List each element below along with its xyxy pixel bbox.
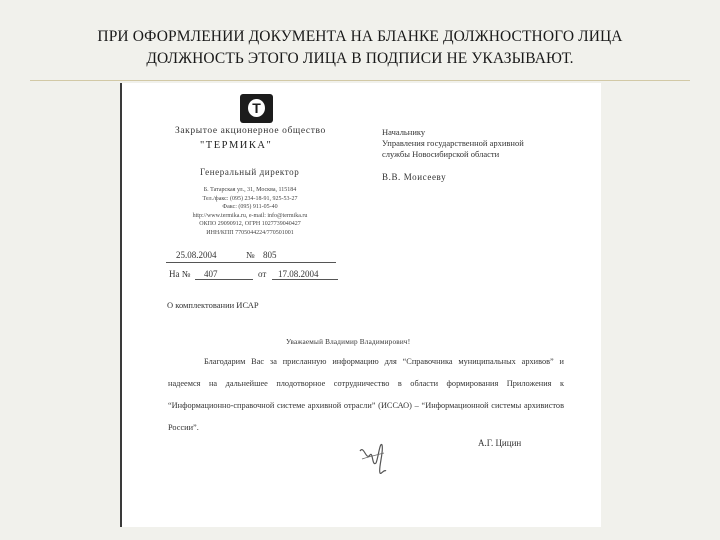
reference-date: 17.08.2004 xyxy=(272,269,338,280)
org-name: "ТЕРМИКА" xyxy=(200,140,273,151)
recipient-line: Начальнику xyxy=(382,127,426,137)
company-requisites xyxy=(170,186,330,238)
requisite-line: ИНН/КПП 7705044224/770501001 xyxy=(206,229,294,236)
slide-title-line-2: ДОЛЖНОСТЬ ЭТОГО ЛИЦА В ПОДПИСИ НЕ УКАЗЫВАЮТ. xyxy=(146,50,574,67)
company-logo xyxy=(240,94,273,123)
logo-emblem xyxy=(248,99,265,117)
scan-edge-shadow xyxy=(120,83,122,527)
official-position: Генеральный директор xyxy=(200,167,300,177)
letter-scan xyxy=(120,83,601,527)
recipient-line: Управления государственной архивной xyxy=(382,138,524,148)
letter-subject: О комплектовании ИСАР xyxy=(167,300,259,310)
registration-rule xyxy=(166,262,336,263)
requisite-line: ОКПО 29090912, ОГРН 1027739040427 xyxy=(199,221,301,228)
recipient-line: службы Новосибирской области xyxy=(382,149,500,159)
requisite-line: http://www.termika.ru, e-mail: info@termika.ru xyxy=(192,212,308,219)
recipient-name: В.В. Моисееву xyxy=(382,172,447,182)
slide-title xyxy=(0,26,720,70)
recipient-block xyxy=(382,127,524,160)
handwritten-signature xyxy=(350,433,400,483)
requisite-line: Б. Татарская ул., 31, Москва, 115184 xyxy=(203,187,297,193)
reference-from-label: от xyxy=(258,269,267,279)
org-line: Закрытое акционерное общество xyxy=(175,126,326,136)
document-number-label: № xyxy=(246,250,255,260)
letter-body: Благодарим Вас за присланную информацию для “Справочника муниципальных архивов” и надеемся на дальнейшее плодотворное сотрудничество в области формирования Приложения к “Информационно-справочной системе архивной отрасли” (ИССАО) – “Информационной системы архивистов России”. xyxy=(168,357,564,432)
logo-letter: Т xyxy=(252,100,261,116)
reference-label: На № xyxy=(169,269,191,279)
requisite-line: Тел./факс: (095) 234-18-91, 925-53-27 xyxy=(202,195,298,202)
slide-title-line-1: ПРИ ОФОРМЛЕНИИ ДОКУМЕНТА НА БЛАНКЕ ДОЛЖНОСТНОГО ЛИЦА xyxy=(97,28,623,45)
requisite-line: Факс: (095) 911-05-40 xyxy=(222,204,278,211)
document-number: 805 xyxy=(263,250,277,260)
letter-greeting: Уважаемый Владимир Владимирович! xyxy=(286,338,411,346)
signer-name: А.Г. Цицин xyxy=(478,438,522,448)
document-date: 25.08.2004 xyxy=(176,250,217,260)
reference-number: 407 xyxy=(195,269,253,280)
title-divider xyxy=(30,80,690,81)
